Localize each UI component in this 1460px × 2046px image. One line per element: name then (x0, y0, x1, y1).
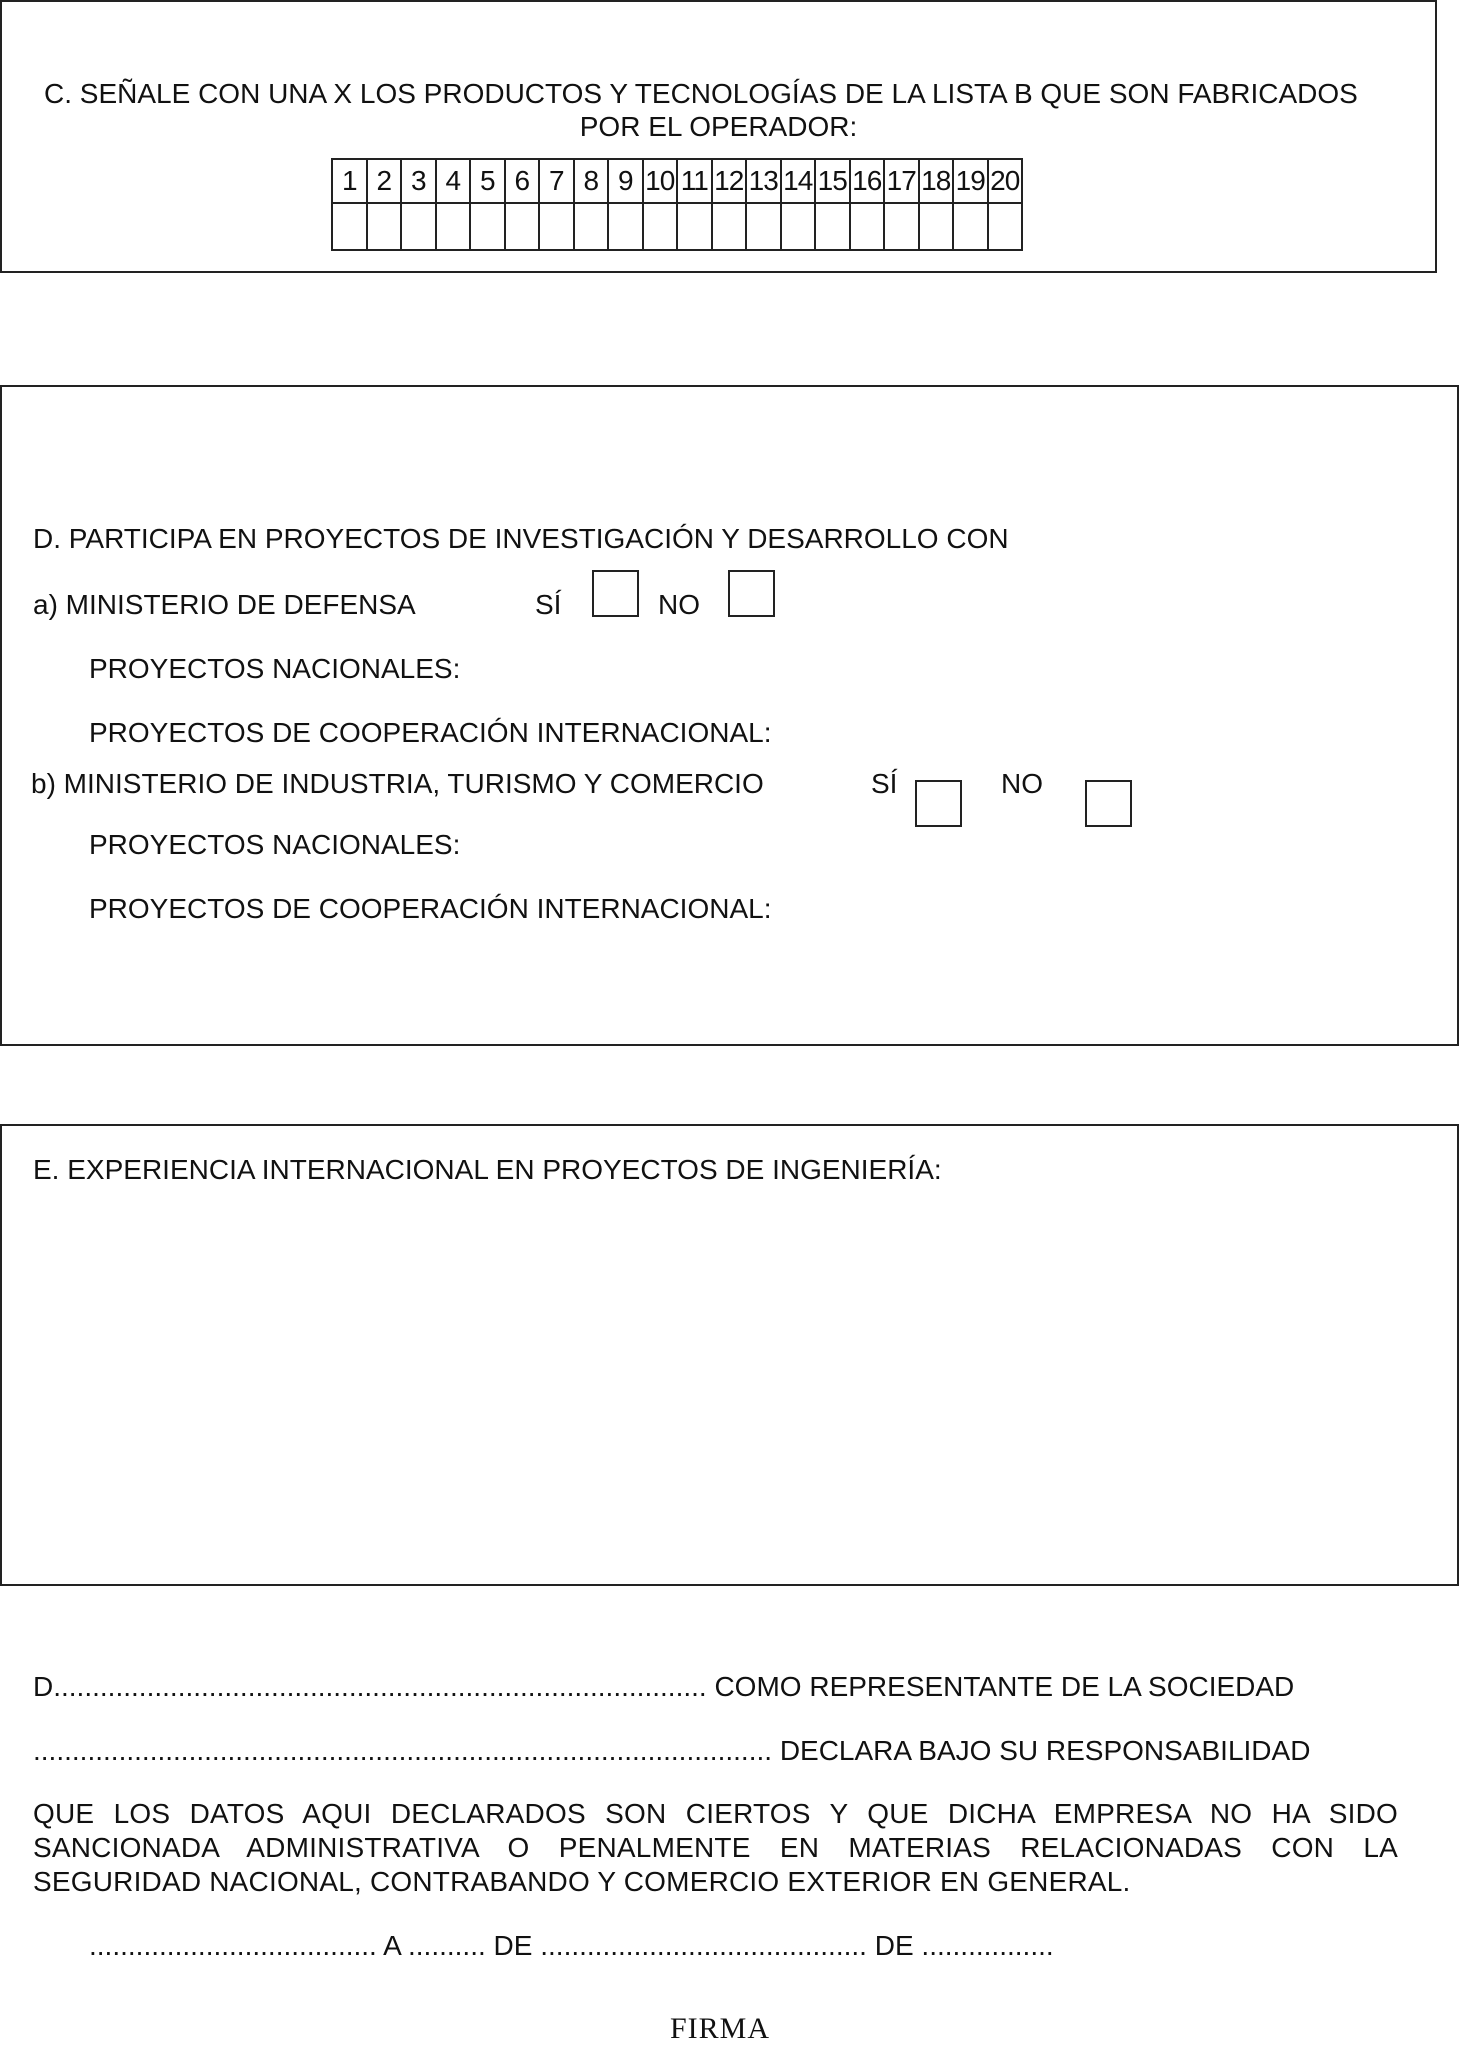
section-c-text-line2: POR EL OPERADOR: (579, 111, 858, 142)
product-mark-cell[interactable] (401, 203, 436, 250)
product-number-cell: 6 (505, 159, 540, 203)
industria-proyectos-cooperacion: PROYECTOS DE COOPERACIÓN INTERNACIONAL: (89, 893, 772, 924)
product-mark-cell[interactable] (988, 203, 1023, 250)
declaration-line1: D.................................................................................... COMO REPRESENTANTE DE LA SOCIEDAD (33, 1671, 1295, 1702)
section-e-letter: E. (33, 1154, 60, 1185)
product-mark-cell[interactable] (367, 203, 402, 250)
declaration-paragraph: QUE LOS DATOS AQUI DECLARADOS SON CIERTOS Y QUE DICHA EMPRESA NO HA SIDO SANCIONADA ADMINISTRATIVA O PENALMENTE EN MATERIAS RELACIONADAS CON LA SEGURIDAD NACIONAL, CONTRABANDO Y COMERCIO EXTERIOR EN GENERAL. (33, 1798, 1398, 1897)
product-number-cell: 3 (401, 159, 436, 203)
product-mark-cell[interactable] (712, 203, 747, 250)
section-e-heading (33, 1156, 942, 1184)
defensa-si-label: SÍ (535, 589, 562, 620)
product-number-cell: 18 (919, 159, 954, 203)
date-line: ..................................... A .......... DE .......................................... DE ................. (89, 1930, 1054, 1961)
product-number-cell: 11 (677, 159, 712, 203)
products-grid (331, 158, 1023, 251)
product-number-cell: 20 (988, 159, 1023, 203)
defensa-no-label: NO (658, 589, 700, 620)
product-number-cell: 9 (608, 159, 643, 203)
industria-proyectos-nacionales: PROYECTOS NACIONALES: (89, 829, 461, 860)
product-number-cell: 4 (436, 159, 471, 203)
product-number-cell: 12 (712, 159, 747, 203)
product-mark-cell[interactable] (470, 203, 505, 250)
product-mark-cell[interactable] (781, 203, 816, 250)
product-mark-cell[interactable] (953, 203, 988, 250)
product-number-cell: 19 (953, 159, 988, 203)
product-mark-cell[interactable] (677, 203, 712, 250)
product-number-cell: 1 (332, 159, 367, 203)
industria-si-label: SÍ (871, 768, 898, 799)
defensa-si-checkbox[interactable] (592, 570, 639, 617)
industria-no-checkbox[interactable] (1085, 780, 1132, 827)
firma-label: FIRMA (669, 2012, 771, 2045)
product-number-cell: 15 (815, 159, 850, 203)
section-c-letter: C (44, 78, 65, 109)
product-mark-cell[interactable] (436, 203, 471, 250)
product-number-cell: 10 (643, 159, 678, 203)
section-c-text-line1: . SEÑALE CON UNA X LOS PRODUCTOS Y TECNOLOGÍAS DE LA LISTA B QUE SON FABRICADOS (64, 78, 1358, 109)
ministerio-industria-label: b) MINISTERIO DE INDUSTRIA, TURISMO Y COMERCIO (31, 768, 764, 799)
defensa-no-checkbox[interactable] (728, 570, 775, 617)
product-mark-cell[interactable] (332, 203, 367, 250)
product-number-cell: 14 (781, 159, 816, 203)
declaration-line2: ............................................................................................... DECLARA BAJO SU RESPONSABILIDAD (33, 1735, 1311, 1766)
product-mark-cell[interactable] (850, 203, 885, 250)
section-e-box (0, 1124, 1459, 1586)
product-number-cell: 2 (367, 159, 402, 203)
product-mark-cell[interactable] (884, 203, 919, 250)
defensa-proyectos-cooperacion: PROYECTOS DE COOPERACIÓN INTERNACIONAL: (89, 717, 772, 748)
section-d-letter: D (33, 523, 54, 554)
product-number-cell: 17 (884, 159, 919, 203)
product-mark-cell[interactable] (539, 203, 574, 250)
ministerio-defensa-label: a) MINISTERIO DE DEFENSA (33, 589, 416, 620)
product-number-cell: 5 (470, 159, 505, 203)
product-mark-cell[interactable] (574, 203, 609, 250)
industria-si-checkbox[interactable] (915, 780, 962, 827)
defensa-proyectos-nacionales: PROYECTOS NACIONALES: (89, 653, 461, 684)
products-mark-row (332, 203, 1022, 250)
product-mark-cell[interactable] (643, 203, 678, 250)
product-mark-cell[interactable] (919, 203, 954, 250)
product-number-cell: 16 (850, 159, 885, 203)
product-number-cell: 8 (574, 159, 609, 203)
product-number-cell: 7 (539, 159, 574, 203)
section-d-heading (33, 525, 1009, 553)
industria-no-label: NO (1001, 768, 1043, 799)
section-d-box (0, 385, 1459, 1046)
product-mark-cell[interactable] (815, 203, 850, 250)
section-c-heading (44, 80, 1358, 108)
section-e-title: EXPERIENCIA INTERNACIONAL EN PROYECTOS DE INGENIERÍA: (59, 1154, 942, 1185)
section-d-title: . PARTICIPA EN PROYECTOS DE INVESTIGACIÓN Y DESARROLLO CON (53, 523, 1009, 554)
product-mark-cell[interactable] (505, 203, 540, 250)
product-mark-cell[interactable] (608, 203, 643, 250)
product-number-cell: 13 (746, 159, 781, 203)
product-mark-cell[interactable] (746, 203, 781, 250)
products-number-row (332, 159, 1022, 203)
